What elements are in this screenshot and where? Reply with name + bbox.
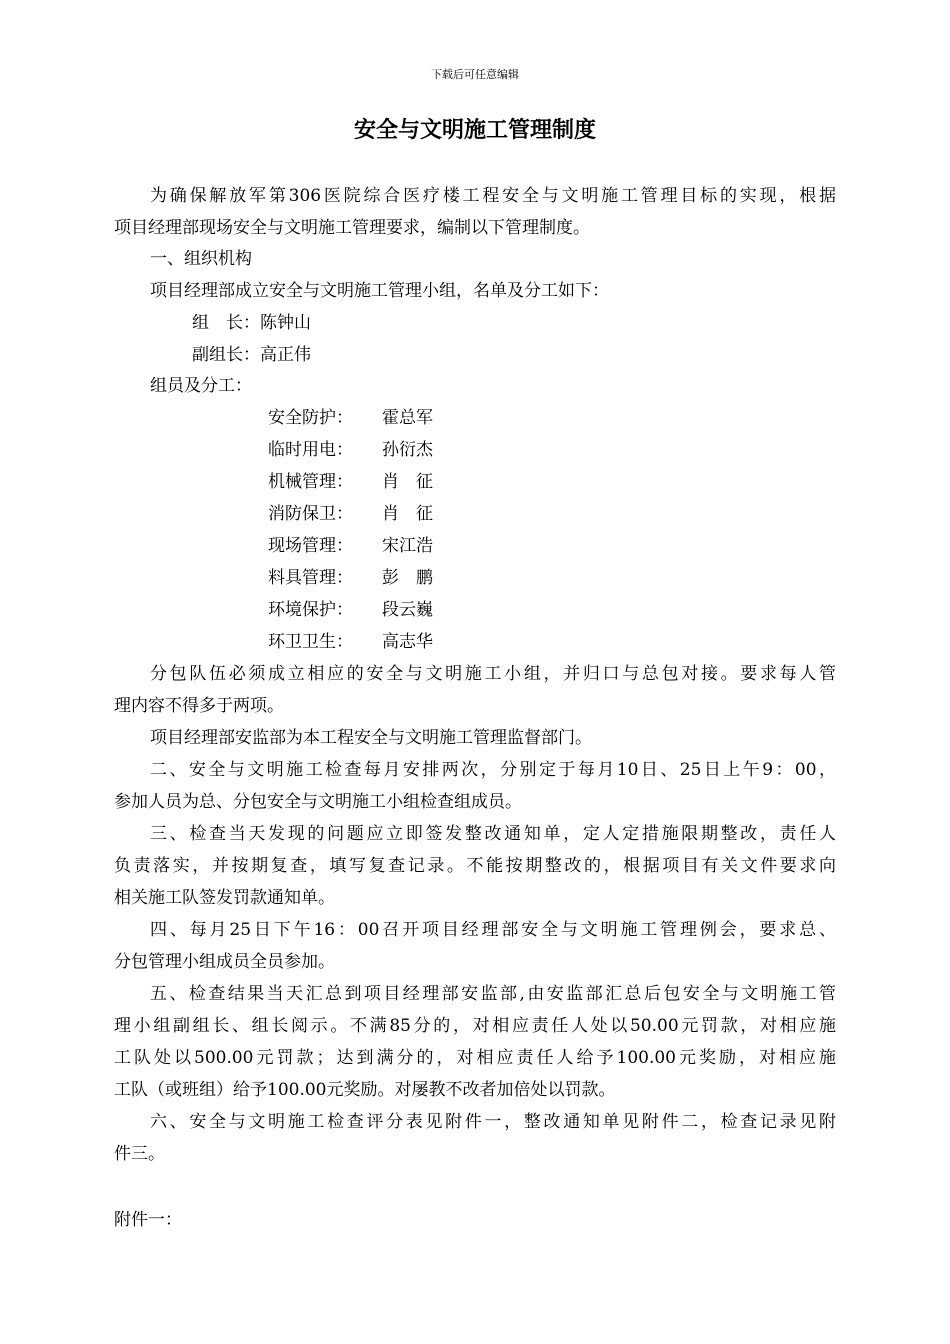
supervision-line: 项目经理部安监部为本工程安全与文明施工管理监督部门。	[150, 728, 592, 748]
section-heading-organization: 一、组织机构	[150, 249, 252, 269]
members-heading: 组员及分工：	[150, 376, 252, 396]
intro-line-2: 项目经理部现场安全与文明施工管理要求，编制以下管理制度。	[114, 218, 590, 238]
duty-name: 肖 征	[382, 504, 433, 524]
intro-line-1: 为确保解放军第306医院综合医疗楼工程安全与文明施工管理目标的实现，根据	[150, 186, 836, 206]
clause-4-line-2: 分包管理小组成员全员参加。	[114, 952, 335, 972]
duty-role: 环境保护：	[268, 600, 353, 620]
clause-5-line-2: 理小组副组长、组长阅示。不满85分的，对相应责任人处以50.00元罚款，对相应施	[114, 1016, 836, 1036]
org-sentence: 项目经理部成立安全与文明施工管理小组，名单及分工如下：	[150, 281, 609, 301]
duty-role: 机械管理：	[268, 472, 353, 492]
deputy-leader-line: 副组长：高正伟	[192, 345, 311, 365]
clause-4-line-1: 四、每月25日下午16：00召开项目经理部安全与文明施工管理例会，要求总、	[150, 920, 836, 940]
clause-3-line-2: 负责落实，并按期复查，填写复查记录。不能按期整改的，根据项目有关文件要求向	[114, 856, 836, 876]
clause-5-line-4: 工队（或班组）给予100.00元奖励。对屡教不改者加倍处以罚款。	[114, 1080, 616, 1100]
duty-role: 环卫卫生：	[268, 632, 353, 652]
subcontract-line-1: 分包队伍必须成立相应的安全与文明施工小组，并归口与总包对接。要求每人管	[150, 664, 836, 684]
duty-role: 料具管理：	[268, 568, 353, 588]
duty-role: 现场管理：	[268, 536, 353, 556]
clause-6-line-1: 六、安全与文明施工检查评分表见附件一，整改通知单见附件二，检查记录见附	[150, 1112, 836, 1132]
duty-name: 宋江浩	[382, 536, 433, 556]
attachment-label: 附件一：	[114, 1210, 182, 1230]
clause-5-line-3: 工队处以500.00元罚款；达到满分的，对相应责任人给予100.00元奖励，对相应施	[114, 1048, 836, 1068]
header-note: 下载后可任意编辑	[431, 68, 519, 81]
clause-6-line-2: 件三。	[114, 1144, 165, 1164]
duty-role: 安全防护：	[268, 408, 353, 428]
duty-name: 孙衍杰	[382, 440, 433, 460]
duty-name: 段云巍	[382, 600, 433, 620]
duty-role: 消防保卫：	[268, 504, 353, 524]
page-title: 安全与文明施工管理制度	[353, 117, 596, 143]
clause-3-line-3: 相关施工队签发罚款通知单。	[114, 888, 335, 908]
subcontract-line-2: 理内容不得多于两项。	[114, 696, 284, 716]
duty-role: 临时用电：	[268, 440, 353, 460]
duty-name: 肖 征	[382, 472, 433, 492]
clause-2-line-2: 参加人员为总、分包安全与文明施工小组检查组成员。	[114, 792, 522, 812]
clause-5-line-1: 五、检查结果当天汇总到项目经理部安监部,由安监部汇总后包安全与文明施工管	[150, 984, 836, 1004]
clause-3-line-1: 三、检查当天发现的问题应立即签发整改通知单，定人定措施限期整改，责任人	[150, 824, 836, 844]
leader-line: 组 长：陈钟山	[192, 313, 311, 333]
duty-name: 彭 鹏	[382, 568, 433, 588]
clause-2-line-1: 二、安全与文明施工检查每月安排两次，分别定于每月10日、25日上午9：00，	[150, 760, 836, 780]
duty-name: 高志华	[382, 632, 433, 652]
duty-name: 霍总军	[382, 408, 433, 428]
